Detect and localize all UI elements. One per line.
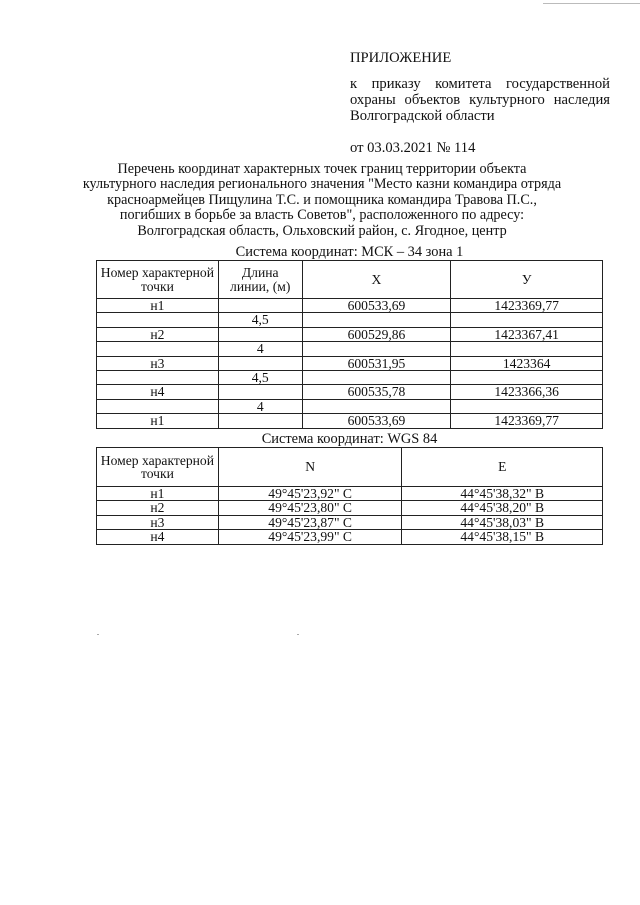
scan-dot	[97, 634, 99, 635]
cell-y: 1423366,36	[451, 385, 603, 399]
cell-length: 4	[218, 399, 302, 413]
table-row	[97, 327, 603, 341]
cell-n: 49°45'23,99" С	[218, 530, 402, 544]
header-length: Длина линии, (м)	[218, 261, 302, 299]
cell-length: 4,5	[218, 371, 302, 385]
cell-length	[218, 299, 302, 313]
cell-n: 49°45'23,92" С	[218, 487, 402, 501]
cell-x: 600531,95	[302, 356, 451, 370]
cell-x: 600533,69	[302, 414, 451, 428]
cell-x	[302, 313, 451, 327]
cell-point: н3	[97, 515, 219, 529]
table-row	[97, 342, 603, 356]
cell-e: 44°45'38,03" В	[402, 515, 603, 529]
header-x: X	[302, 261, 451, 299]
appendix-title: ПРИЛОЖЕНИЕ	[350, 50, 452, 66]
table-row	[97, 356, 603, 370]
table-row	[97, 487, 603, 501]
msk-table-body	[97, 299, 603, 429]
cell-point	[97, 313, 219, 327]
cell-y: 1423369,77	[451, 299, 603, 313]
wgs-table-body	[97, 487, 603, 545]
cell-y	[451, 399, 603, 413]
heading-line: Волгоградская область, Ольховский район, с. Ягодное, центр	[137, 222, 507, 239]
table1-caption: Система координат: МСК – 34 зона 1	[235, 244, 464, 260]
cell-y	[451, 371, 603, 385]
appendix-date: от 03.03.2021 № 114	[350, 140, 476, 156]
cell-x: 600529,86	[302, 327, 451, 341]
appendix-block	[350, 50, 610, 156]
cell-point: н3	[97, 356, 219, 370]
cell-point: н4	[97, 530, 219, 544]
cell-point: н1	[97, 487, 219, 501]
heading-line: культурного наследия регионального значения "Место казни командира отряда	[82, 176, 562, 193]
table-header-row	[97, 448, 603, 487]
header-n: N	[218, 448, 402, 487]
cell-x	[302, 371, 451, 385]
table-header-row	[97, 261, 603, 299]
cell-point: н4	[97, 385, 219, 399]
cell-e: 44°45'38,15" В	[402, 530, 603, 544]
table-row	[97, 501, 603, 515]
cell-point	[97, 342, 219, 356]
document-heading	[80, 162, 564, 239]
cell-x	[302, 399, 451, 413]
cell-point: н2	[97, 327, 219, 341]
cell-point: н1	[97, 299, 219, 313]
cell-y	[451, 313, 603, 327]
cell-e: 44°45'38,32" В	[402, 487, 603, 501]
heading-line: погибших в борьбе за власть Советов", расположенного по адресу:	[119, 207, 525, 224]
scan-dot	[297, 634, 299, 635]
cell-length	[218, 385, 302, 399]
msk-coordinates-table	[96, 260, 603, 429]
cell-y: 1423369,77	[451, 414, 603, 428]
heading-line: красноармейцев Пищулина Т.С. и помощника командира Травова П.С.,	[107, 191, 537, 208]
cell-point: н2	[97, 501, 219, 515]
heading-line: Перечень координат характерных точек границ территории объекта	[117, 161, 527, 177]
table-row	[97, 313, 603, 327]
scan-edge-mark	[543, 3, 640, 4]
table-row	[97, 515, 603, 529]
cell-length	[218, 327, 302, 341]
table-row	[97, 371, 603, 385]
wgs-coordinates-table	[96, 447, 603, 545]
header-y: У	[451, 261, 603, 299]
cell-length: 4,5	[218, 313, 302, 327]
header-e: E	[402, 448, 603, 487]
cell-x: 600533,69	[302, 299, 451, 313]
cell-point	[97, 371, 219, 385]
table2-caption: Система координат: WGS 84	[261, 431, 438, 447]
table-row	[97, 399, 603, 413]
cell-point	[97, 399, 219, 413]
cell-n: 49°45'23,80" С	[218, 501, 402, 515]
cell-length	[218, 356, 302, 370]
cell-y: 1423367,41	[451, 327, 603, 341]
cell-x	[302, 342, 451, 356]
table-row	[97, 385, 603, 399]
cell-length	[218, 414, 302, 428]
table-row	[97, 299, 603, 313]
table-row	[97, 414, 603, 428]
cell-e: 44°45'38,20" В	[402, 501, 603, 515]
header-point: Номер характерной точки	[97, 448, 219, 487]
cell-n: 49°45'23,87" С	[218, 515, 402, 529]
cell-length: 4	[218, 342, 302, 356]
header-point: Номер характерной точки	[97, 261, 219, 299]
cell-x: 600535,78	[302, 385, 451, 399]
cell-y: 1423364	[451, 356, 603, 370]
cell-point: н1	[97, 414, 219, 428]
cell-y	[451, 342, 603, 356]
table-row	[97, 530, 603, 544]
appendix-body: к приказу комитета государственной охраны объектов культурного наследия Волгоградской области	[350, 76, 610, 124]
